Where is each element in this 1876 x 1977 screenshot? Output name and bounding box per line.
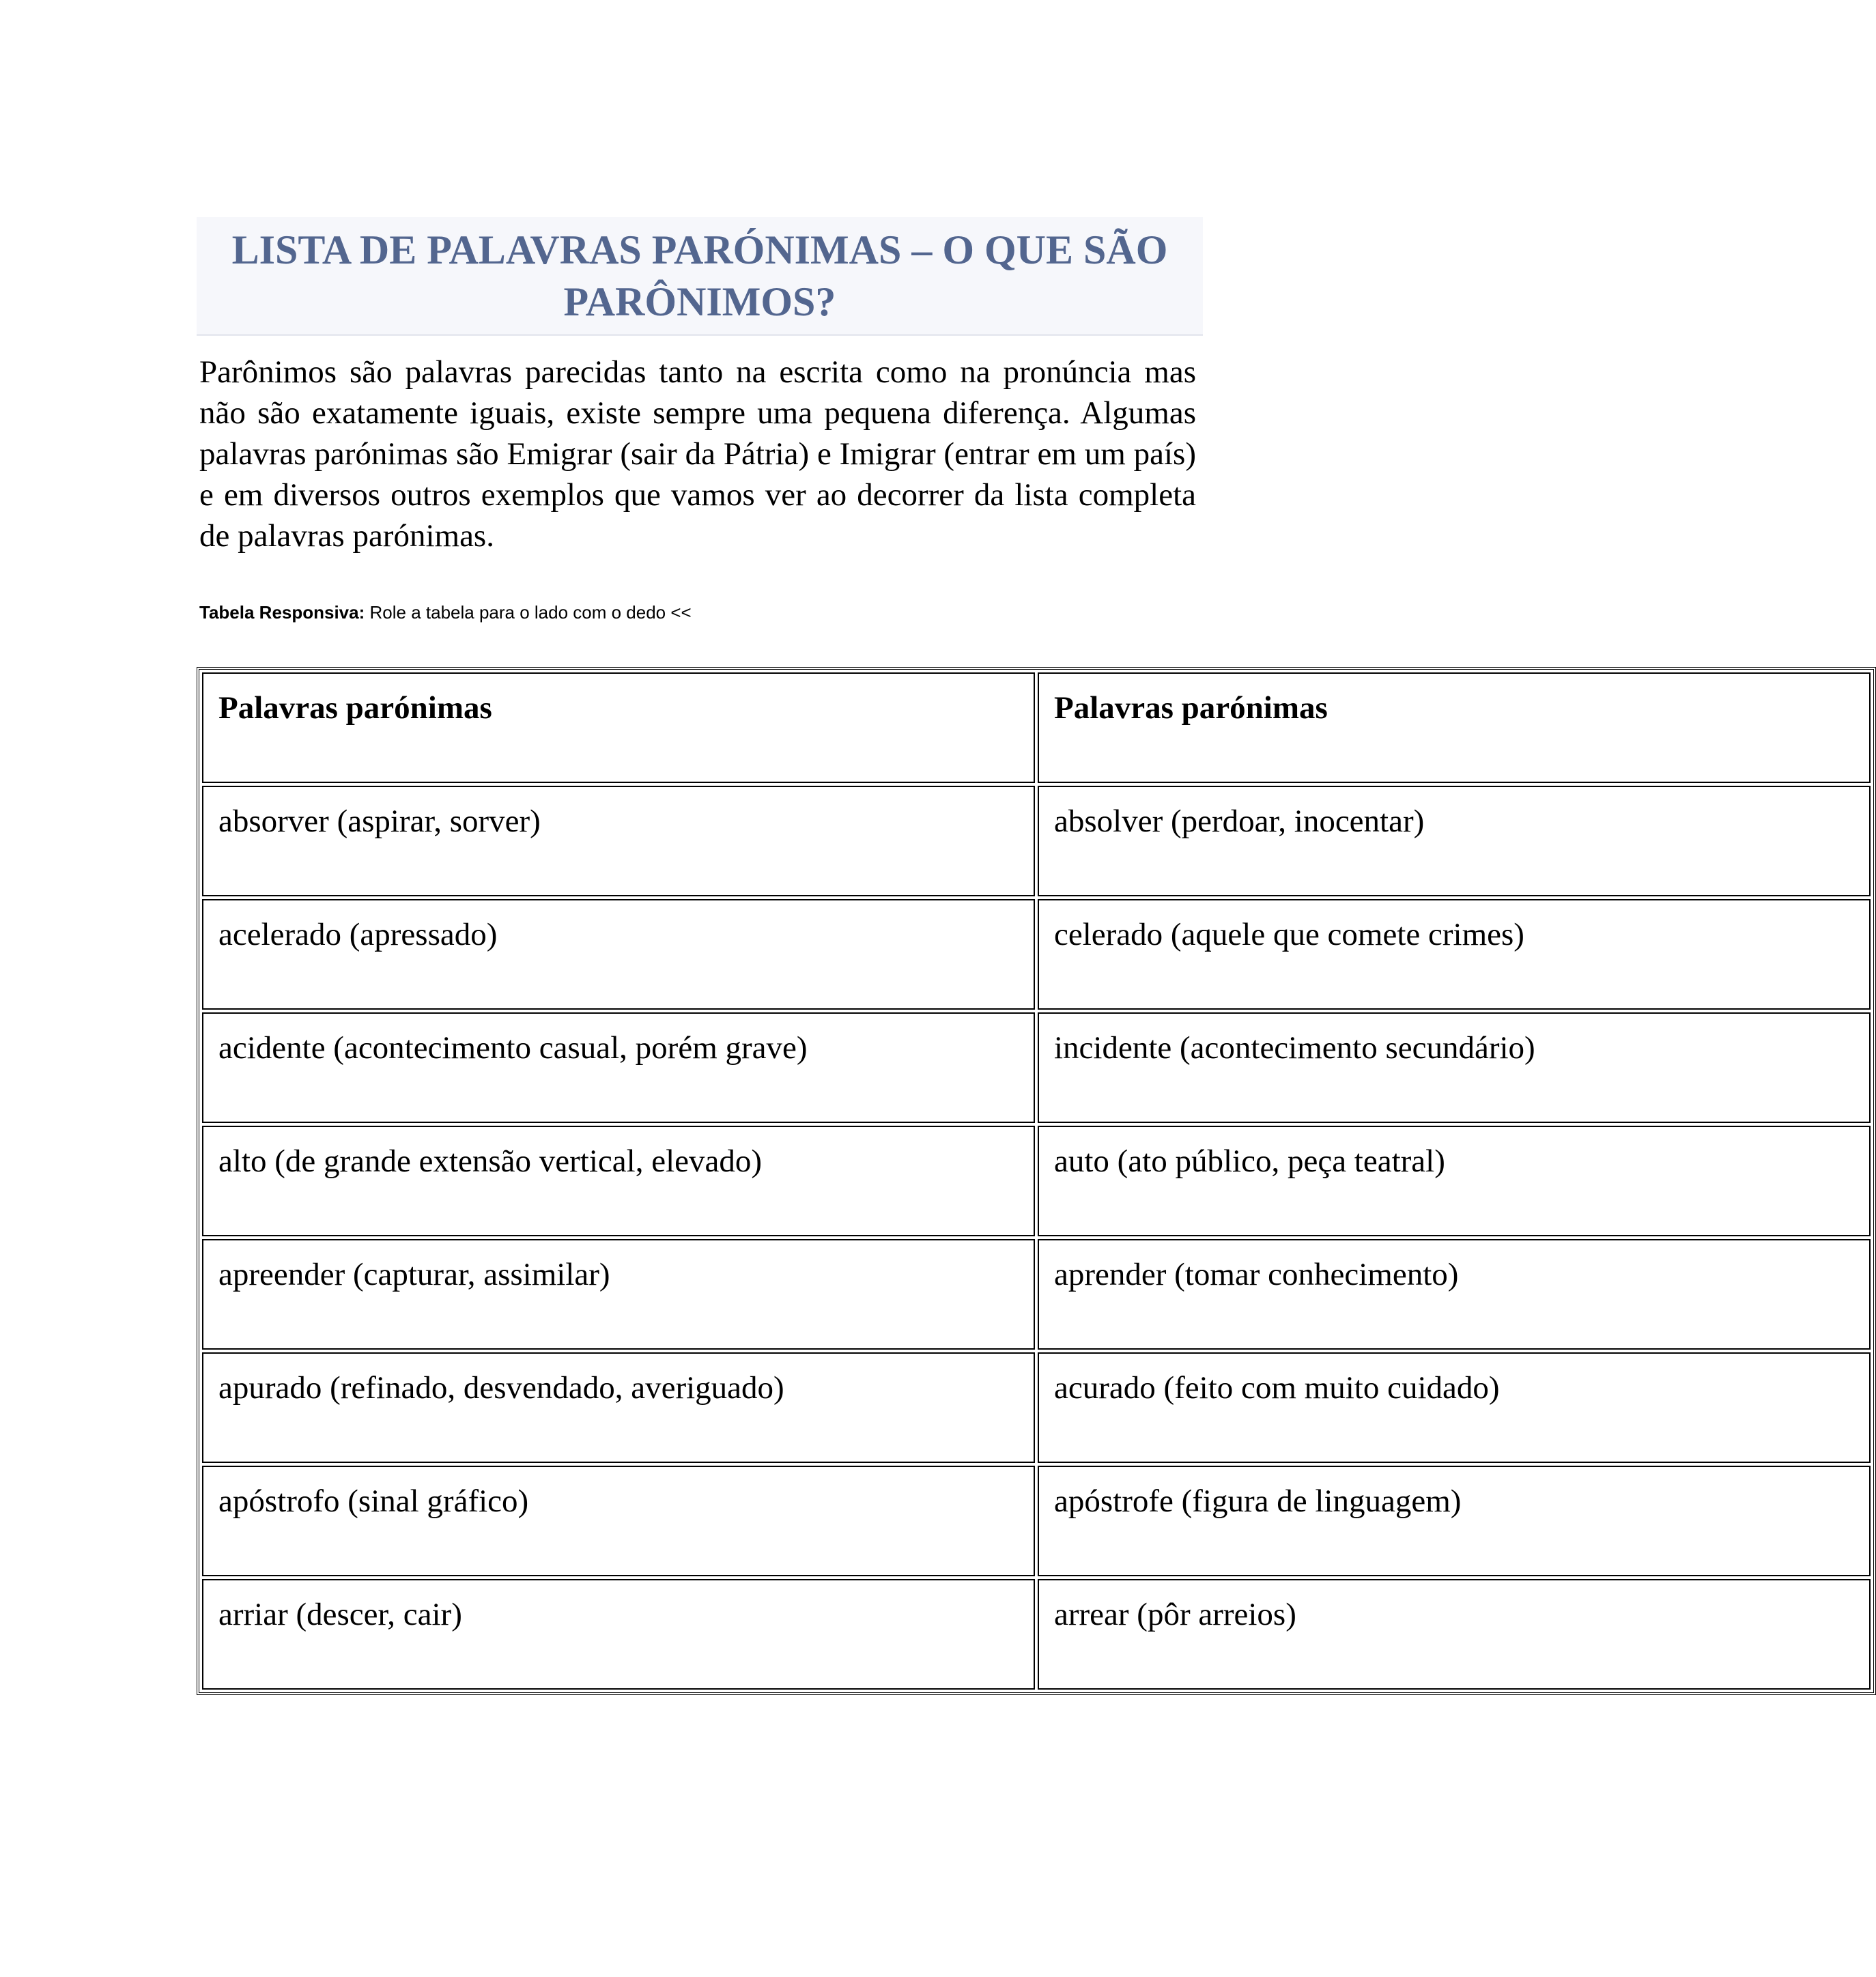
table-row	[202, 1126, 1871, 1236]
paronyms-table	[197, 667, 1876, 1695]
title-banner	[197, 217, 1203, 336]
table-cell: arrear (pôr arreios)	[1038, 1579, 1871, 1690]
table-note-label: Tabela Responsiva:	[199, 602, 365, 623]
table-scroll-container[interactable]	[197, 667, 1535, 1695]
column-header: Palavras parónimas	[1038, 672, 1871, 783]
table-row	[202, 1012, 1871, 1123]
table-cell: apurado (refinado, desvendado, averiguado)	[202, 1352, 1035, 1463]
table-cell: acidente (acontecimento casual, porém grave)	[202, 1012, 1035, 1123]
table-cell: incidente (acontecimento secundário)	[1038, 1012, 1871, 1123]
table-note	[199, 601, 692, 624]
table-cell: arriar (descer, cair)	[202, 1579, 1035, 1690]
table-cell: acelerado (apressado)	[202, 899, 1035, 1010]
table-row	[202, 899, 1871, 1010]
table-row	[202, 1352, 1871, 1463]
table-cell: apóstrofe (figura de linguagem)	[1038, 1466, 1871, 1576]
table-row	[202, 1579, 1871, 1690]
table-cell: apóstrofo (sinal gráfico)	[202, 1466, 1035, 1576]
table-cell: auto (ato público, peça teatral)	[1038, 1126, 1871, 1236]
table-cell: absolver (perdoar, inocentar)	[1038, 786, 1871, 896]
table-cell: alto (de grande extensão vertical, elevado)	[202, 1126, 1035, 1236]
table-cell: aprender (tomar conhecimento)	[1038, 1239, 1871, 1350]
table-row	[202, 786, 1871, 896]
table-cell: acurado (feito com muito cuidado)	[1038, 1352, 1871, 1463]
table-note-text: Role a tabela para o lado com o dedo <<	[369, 602, 692, 623]
page-title: LISTA DE PALAVRAS PARÓNIMAS – O QUE SÃO PARÔNIMOS?	[231, 227, 1168, 324]
table-cell: absorver (aspirar, sorver)	[202, 786, 1035, 896]
table-header-row	[202, 672, 1871, 783]
column-header: Palavras parónimas	[202, 672, 1035, 783]
table-row	[202, 1466, 1871, 1576]
intro-paragraph: Parônimos são palavras parecidas tanto na escrita como na pronúncia mas não são exatamente iguais, existe sempre uma pequena diferença. Algumas palavras parónimas são Emigrar (sair da Pátria) e Imigrar (entrar em um país) e em diversos outros exemplos que vamos ver ao decorrer da lista completa de palavras parónimas.	[199, 354, 1196, 554]
table-cell: apreender (capturar, assimilar)	[202, 1239, 1035, 1350]
table-row	[202, 1239, 1871, 1350]
table-cell: celerado (aquele que comete crimes)	[1038, 899, 1871, 1010]
